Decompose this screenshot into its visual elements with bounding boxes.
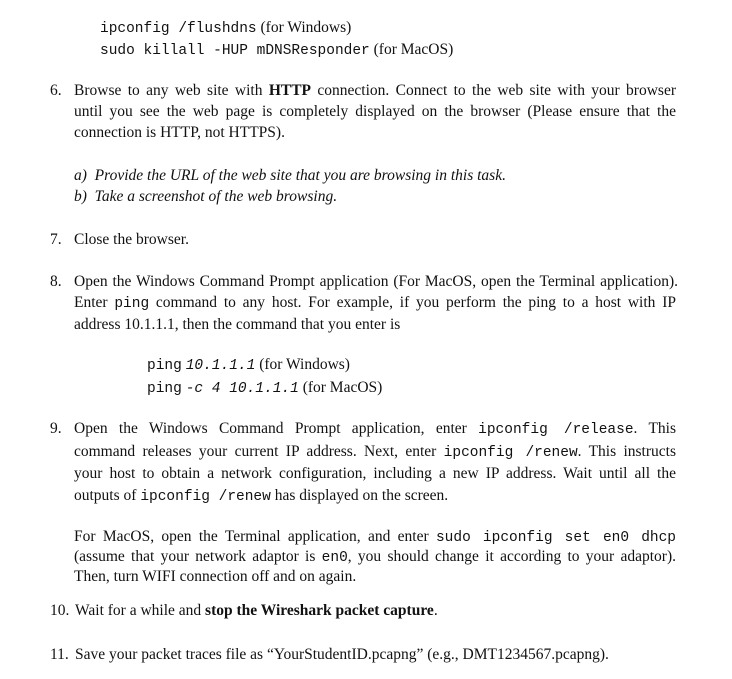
os-note: (for Windows) <box>259 356 350 373</box>
step-number: 8. <box>50 273 62 290</box>
step-number: 10. <box>50 602 70 619</box>
code: sudo ipconfig set en0 dhcp <box>435 530 676 546</box>
os-note: (for Windows) <box>260 19 352 36</box>
code: sudo killall -HUP mDNSResponder <box>100 43 370 59</box>
macos-ping-command: ping -c 4 10.1.1.1 (for MacOS) <box>147 379 383 397</box>
code: ipconfig /renew <box>443 445 578 461</box>
step9-macos-line1: For MacOS, open the Terminal application, and enter sudo ipconfig set en0 dhcp <box>74 528 676 546</box>
step10-text: Wait for a while and stop the Wireshark packet capture. <box>75 602 438 619</box>
emphasis: stop the Wireshark packet capture <box>205 602 434 619</box>
step9-line1: Open the Windows Command Prompt application, enter ipconfig /release. This <box>74 420 676 438</box>
os-note: (for MacOS) <box>373 41 454 58</box>
step-number: 6. <box>50 82 62 99</box>
windows-flushdns-command <box>100 18 351 39</box>
subitem-b: b) Take a screenshot of the web browsing. <box>74 188 338 205</box>
code: en0 <box>321 550 348 566</box>
step6-line3: connection is HTTP, not HTTPS). <box>74 124 285 141</box>
step8-line1: Open the Windows Command Prompt application (For MacOS, open the Terminal application). <box>74 273 678 290</box>
windows-ping-command: ping 10.1.1.1 (for Windows) <box>147 356 350 374</box>
step9-line4: outputs of ipconfig /renew has displayed on the screen. <box>74 487 449 505</box>
macos-flush-command <box>100 40 453 61</box>
code: ipconfig /flushdns <box>100 21 257 37</box>
subitem-a: a) Provide the URL of the web site that you are browsing in this task. <box>74 167 506 184</box>
step8-line2: Enter ping command to any host. For example, if you perform the ping to a host with IP <box>74 294 676 312</box>
code: ping <box>114 296 150 312</box>
step-number: 7. <box>50 231 62 248</box>
step6-line1: Browse to any web site with HTTP connection. Connect to the web site with your browser <box>74 82 676 99</box>
step-number: 11. <box>50 646 69 663</box>
step7-text: Close the browser. <box>74 231 189 248</box>
code: ipconfig /release <box>478 422 634 438</box>
step9-macos-line3: Then, turn WIFI connection off and on again. <box>74 568 357 585</box>
step8-line3: address 10.1.1.1, then the command that you enter is <box>74 316 401 333</box>
step11-text: Save your packet traces file as “YourStudentID.pcapng” (e.g., DMT1234567.pcapng). <box>75 646 609 663</box>
os-note: (for MacOS) <box>302 379 383 396</box>
code: ipconfig /renew <box>140 489 271 505</box>
step9-macos-line2: (assume that your network adaptor is en0, you should change it according to your adaptor). <box>74 548 676 566</box>
step-number: 9. <box>50 420 62 437</box>
step6-line2: until you see the web page is completely displayed on the browser (Please ensure that the <box>74 103 676 120</box>
step9-line2: command releases your current IP address. Next, enter ipconfig /renew. This instructs <box>74 443 676 461</box>
step9-line3: your host to obtain a network configuration, including a new IP address. Wait until all the <box>74 465 676 482</box>
emphasis: HTTP <box>268 82 312 99</box>
